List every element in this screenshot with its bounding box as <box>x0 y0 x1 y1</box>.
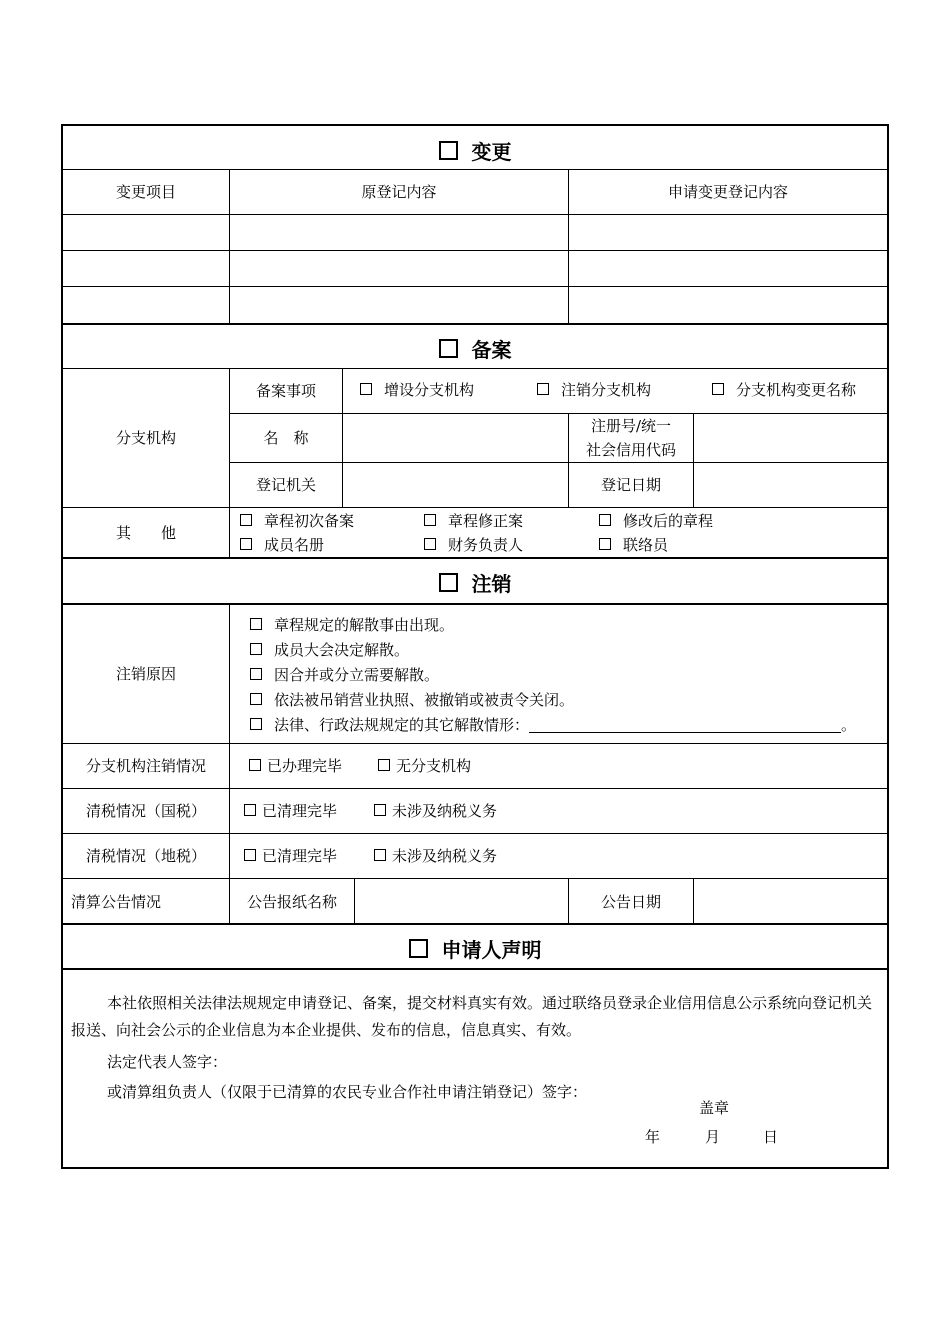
checkbox-icon[interactable] <box>374 804 386 816</box>
new-content-header: 申请变更登记内容 <box>667 183 788 201</box>
checkbox-icon[interactable] <box>240 538 252 550</box>
tax-national-label: 清税情况（国税） <box>85 802 206 820</box>
reg-date-label: 登记日期 <box>600 476 661 494</box>
declaration-section-title: 申请人声明 <box>63 934 887 963</box>
newspaper-input[interactable] <box>355 879 568 924</box>
tax-local-label: 清税情况（地税） <box>85 847 206 865</box>
seal-label: 盖章 <box>699 1099 730 1117</box>
checkbox-icon[interactable] <box>374 849 386 861</box>
option-liaison[interactable]: 联络员 <box>599 534 668 555</box>
filing-section-title: 备案 <box>63 334 887 363</box>
new-content-input-2[interactable] <box>569 251 887 286</box>
checkbox-icon[interactable] <box>439 339 458 358</box>
option-add-branch[interactable]: 增设分支机构 <box>360 379 474 400</box>
reason-member-meeting[interactable]: 成员大会决定解散。 <box>250 639 409 660</box>
cancel-reason-label: 注销原因 <box>115 665 176 683</box>
new-content-input-3[interactable] <box>569 287 887 323</box>
checkbox-icon[interactable] <box>599 514 611 526</box>
option-member-roster[interactable]: 成员名册 <box>240 534 324 555</box>
checkbox-icon[interactable] <box>249 759 261 771</box>
original-content-input-3[interactable] <box>230 287 568 323</box>
branch-name-label: 名 称 <box>263 429 309 447</box>
cancel-section-title: 注销 <box>63 568 887 597</box>
option-revised-charter[interactable]: 修改后的章程 <box>599 510 713 531</box>
authority-label: 登记机关 <box>255 476 316 494</box>
checkbox-icon[interactable] <box>537 383 549 395</box>
reg-date-input[interactable] <box>694 463 887 507</box>
original-content-input-1[interactable] <box>230 215 568 250</box>
option-local-tax-cleared[interactable]: 已清理完毕 <box>244 845 337 866</box>
reason-other-law[interactable]: 法律、行政法规规定的其它解散情形： 。 <box>250 714 856 735</box>
checkbox-icon[interactable] <box>250 668 262 680</box>
checkbox-icon[interactable] <box>424 514 436 526</box>
registration-form <box>61 124 889 1169</box>
change-item-input-3[interactable] <box>63 287 229 323</box>
month-label: 月 <box>705 1128 721 1146</box>
option-national-tax-cleared[interactable]: 已清理完毕 <box>244 800 337 821</box>
option-branch-done[interactable]: 已办理完毕 <box>249 755 342 776</box>
checkbox-icon[interactable] <box>240 514 252 526</box>
option-finance-head[interactable]: 财务负责人 <box>424 534 523 555</box>
day-label: 日 <box>763 1128 779 1146</box>
change-item-input-2[interactable] <box>63 251 229 286</box>
reason-charter-cause[interactable]: 章程规定的解散事由出现。 <box>250 614 454 635</box>
branch-name-input[interactable] <box>343 414 568 462</box>
change-section-title: 变更 <box>63 136 887 165</box>
checkbox-icon[interactable] <box>409 939 428 958</box>
legal-rep-signature: 法定代表人签字： <box>107 1053 228 1071</box>
option-no-branch[interactable]: 无分支机构 <box>378 755 471 776</box>
branch-cancel-label: 分支机构注销情况 <box>85 757 206 775</box>
checkbox-icon[interactable] <box>250 718 262 730</box>
reason-revoked[interactable]: 依法被吊销营业执照、被撤销或被责令关闭。 <box>250 689 574 710</box>
year-label: 年 <box>645 1128 661 1146</box>
checkbox-icon[interactable] <box>250 618 262 630</box>
filing-matter-label: 备案事项 <box>255 382 316 400</box>
checkbox-icon[interactable] <box>378 759 390 771</box>
reg-no-input[interactable] <box>694 414 887 462</box>
checkbox-icon[interactable] <box>244 849 256 861</box>
option-cancel-branch[interactable]: 注销分支机构 <box>537 379 651 400</box>
option-charter-initial[interactable]: 章程初次备案 <box>240 510 354 531</box>
option-rename-branch[interactable]: 分支机构变更名称 <box>712 379 856 400</box>
liquidator-signature: 或清算组负责人（仅限于已清算的农民专业合作社申请注销登记）签字： <box>107 1083 588 1101</box>
original-content-input-2[interactable] <box>230 251 568 286</box>
notice-date-input[interactable] <box>694 879 887 924</box>
other-reason-input[interactable] <box>529 716 841 733</box>
checkbox-icon[interactable] <box>244 804 256 816</box>
declaration-text: 本社依照相关法律法规规定申请登记、备案，提交材料真实有效。通过联络员登录企业信用信息公示系统向登记机关报送、向社会公示的企业信息为本企业提供、发布的信息，信息真实、有效。 <box>71 994 873 1039</box>
option-national-tax-none[interactable]: 未涉及纳税义务 <box>374 800 497 821</box>
checkbox-icon[interactable] <box>439 141 458 160</box>
checkbox-icon[interactable] <box>360 383 372 395</box>
checkbox-icon[interactable] <box>712 383 724 395</box>
other-label: 其 他 <box>115 523 176 542</box>
branch-label: 分支机构 <box>115 429 176 447</box>
original-content-header: 原登记内容 <box>361 183 437 201</box>
checkbox-icon[interactable] <box>250 693 262 705</box>
checkbox-icon[interactable] <box>250 643 262 655</box>
option-charter-amendment[interactable]: 章程修正案 <box>424 510 523 531</box>
reg-no-label: 注册号/统一 社会信用代码 <box>585 417 676 459</box>
checkbox-icon[interactable] <box>439 573 458 592</box>
notice-label: 清算公告情况 <box>71 892 162 911</box>
new-content-input-1[interactable] <box>569 215 887 250</box>
newspaper-label: 公告报纸名称 <box>246 892 337 911</box>
checkbox-icon[interactable] <box>599 538 611 550</box>
change-item-input-1[interactable] <box>63 215 229 250</box>
notice-date-label: 公告日期 <box>600 892 661 911</box>
authority-input[interactable] <box>343 463 568 507</box>
reason-merger-split[interactable]: 因合并或分立需要解散。 <box>250 664 439 685</box>
change-item-header: 变更项目 <box>115 183 176 201</box>
option-local-tax-none[interactable]: 未涉及纳税义务 <box>374 845 497 866</box>
checkbox-icon[interactable] <box>424 538 436 550</box>
